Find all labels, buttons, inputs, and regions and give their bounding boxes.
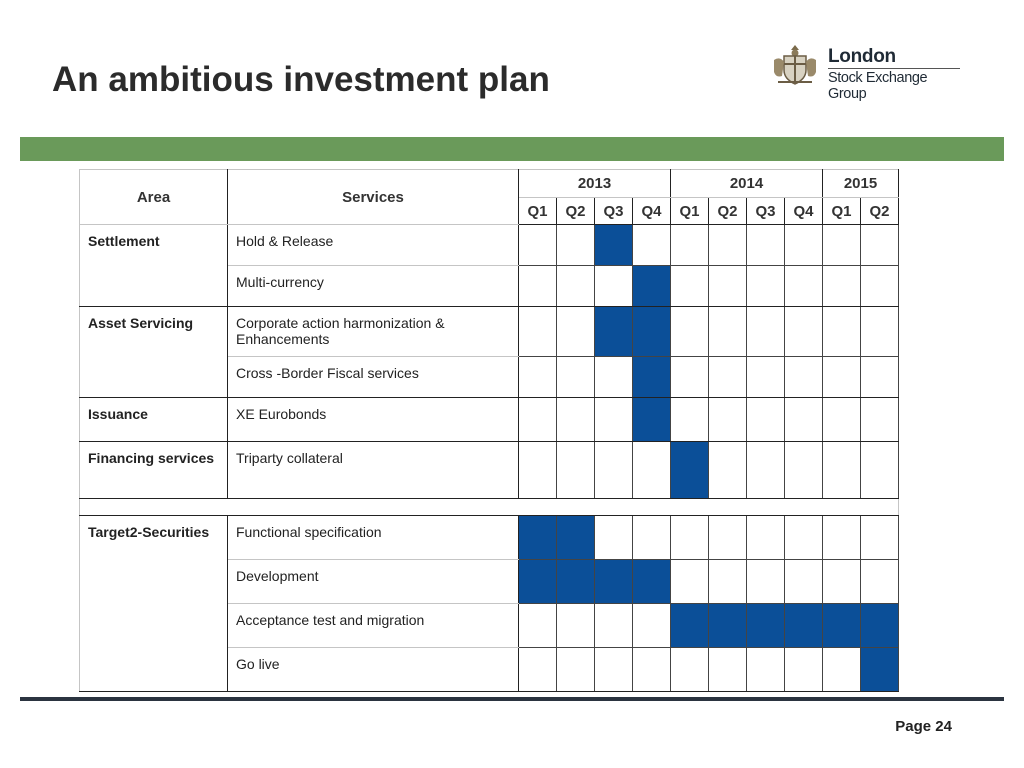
logo-text-primary: London xyxy=(828,46,896,67)
schedule-cell xyxy=(671,266,709,307)
area-label: Financing services xyxy=(80,442,228,499)
schedule-cell-active xyxy=(519,516,557,560)
schedule-cell xyxy=(633,225,671,266)
quarter-header: Q1 xyxy=(519,198,557,225)
schedule-cell xyxy=(861,357,899,398)
schedule-cell xyxy=(785,225,823,266)
quarter-header: Q2 xyxy=(557,198,595,225)
schedule-cell-active xyxy=(861,648,899,692)
schedule-cell xyxy=(861,266,899,307)
schedule-cell xyxy=(595,648,633,692)
year-header: 2015 xyxy=(823,170,899,198)
schedule-cell xyxy=(861,442,899,499)
lseg-logo xyxy=(770,42,965,102)
schedule-cell xyxy=(519,307,557,357)
schedule-cell xyxy=(747,398,785,442)
schedule-cell-active xyxy=(633,266,671,307)
schedule-cell xyxy=(709,357,747,398)
service-label: Triparty collateral xyxy=(228,442,519,499)
schedule-cell-active xyxy=(823,604,861,648)
schedule-cell xyxy=(595,266,633,307)
schedule-cell xyxy=(747,357,785,398)
schedule-cell-active xyxy=(671,604,709,648)
service-label: Development xyxy=(228,560,519,604)
schedule-cell xyxy=(747,307,785,357)
schedule-cell xyxy=(747,225,785,266)
service-label: Hold & Release xyxy=(228,225,519,266)
schedule-cell xyxy=(519,442,557,499)
schedule-cell xyxy=(519,357,557,398)
schedule-cell xyxy=(519,266,557,307)
schedule-cell xyxy=(671,307,709,357)
schedule-cell xyxy=(823,307,861,357)
schedule-cell-active xyxy=(785,604,823,648)
quarter-header: Q4 xyxy=(633,198,671,225)
schedule-cell xyxy=(823,516,861,560)
services-header: Services xyxy=(228,170,519,225)
schedule-cell xyxy=(823,560,861,604)
schedule-cell xyxy=(785,357,823,398)
schedule-cell-active xyxy=(595,225,633,266)
service-label: XE Eurobonds xyxy=(228,398,519,442)
schedule-cell xyxy=(633,516,671,560)
schedule-cell xyxy=(785,648,823,692)
schedule-cell xyxy=(519,225,557,266)
schedule-cell xyxy=(785,560,823,604)
quarter-header: Q1 xyxy=(671,198,709,225)
investment-plan-table xyxy=(79,169,899,692)
schedule-cell xyxy=(633,648,671,692)
area-label: Asset Servicing xyxy=(80,307,228,398)
quarter-header: Q4 xyxy=(785,198,823,225)
schedule-cell xyxy=(747,648,785,692)
schedule-cell xyxy=(595,516,633,560)
area-header: Area xyxy=(80,170,228,225)
schedule-cell-active xyxy=(709,604,747,648)
schedule-cell xyxy=(671,357,709,398)
schedule-cell-active xyxy=(633,398,671,442)
schedule-cell xyxy=(595,357,633,398)
plan-row xyxy=(80,442,899,499)
schedule-cell xyxy=(595,442,633,499)
schedule-cell xyxy=(861,560,899,604)
schedule-cell xyxy=(823,648,861,692)
service-label: Go live xyxy=(228,648,519,692)
schedule-cell xyxy=(747,266,785,307)
schedule-cell xyxy=(633,442,671,499)
schedule-cell-active xyxy=(519,560,557,604)
schedule-cell xyxy=(747,560,785,604)
schedule-cell xyxy=(785,516,823,560)
schedule-cell xyxy=(519,398,557,442)
service-label: Multi-currency xyxy=(228,266,519,307)
schedule-cell-active xyxy=(557,560,595,604)
logo-text-secondary: Stock Exchange Group xyxy=(828,70,928,102)
quarter-header: Q1 xyxy=(823,198,861,225)
service-label: Cross -Border Fiscal services xyxy=(228,357,519,398)
crest-icon xyxy=(770,42,820,88)
schedule-cell xyxy=(823,225,861,266)
schedule-cell xyxy=(671,225,709,266)
plan-row xyxy=(80,516,899,560)
quarter-header: Q3 xyxy=(747,198,785,225)
schedule-cell xyxy=(709,266,747,307)
schedule-cell-active xyxy=(595,560,633,604)
plan-row xyxy=(80,307,899,357)
schedule-cell xyxy=(595,604,633,648)
plan-row xyxy=(80,398,899,442)
quarter-header: Q2 xyxy=(861,198,899,225)
schedule-cell xyxy=(709,225,747,266)
schedule-cell xyxy=(557,225,595,266)
year-header: 2014 xyxy=(671,170,823,198)
footer-rule xyxy=(20,697,1004,701)
schedule-cell xyxy=(709,307,747,357)
schedule-cell xyxy=(557,604,595,648)
service-label: Corporate action harmonization & Enhancements xyxy=(228,307,519,357)
schedule-cell xyxy=(709,560,747,604)
schedule-cell xyxy=(785,398,823,442)
schedule-cell xyxy=(709,398,747,442)
schedule-cell xyxy=(709,648,747,692)
schedule-cell xyxy=(519,604,557,648)
schedule-cell-active xyxy=(861,604,899,648)
schedule-cell xyxy=(633,604,671,648)
service-label: Functional specification xyxy=(228,516,519,560)
schedule-cell xyxy=(785,307,823,357)
schedule-cell xyxy=(785,266,823,307)
schedule-cell xyxy=(671,560,709,604)
area-label: Target2-Securities xyxy=(80,516,228,692)
schedule-cell-active xyxy=(671,442,709,499)
schedule-cell xyxy=(709,516,747,560)
schedule-cell-active xyxy=(633,560,671,604)
schedule-cell xyxy=(595,398,633,442)
schedule-cell xyxy=(557,307,595,357)
schedule-cell xyxy=(557,266,595,307)
schedule-cell xyxy=(671,398,709,442)
schedule-cell-active xyxy=(747,604,785,648)
group-spacer xyxy=(80,499,899,516)
schedule-cell xyxy=(671,648,709,692)
area-label: Settlement xyxy=(80,225,228,307)
schedule-cell xyxy=(747,516,785,560)
page-number: Page 24 xyxy=(895,718,952,735)
area-label: Issuance xyxy=(80,398,228,442)
schedule-cell xyxy=(823,357,861,398)
schedule-cell xyxy=(557,398,595,442)
schedule-cell xyxy=(557,357,595,398)
schedule-cell xyxy=(557,648,595,692)
schedule-cell xyxy=(519,648,557,692)
year-header: 2013 xyxy=(519,170,671,198)
schedule-cell xyxy=(861,516,899,560)
schedule-cell xyxy=(861,307,899,357)
schedule-cell xyxy=(671,516,709,560)
page-title: An ambitious investment plan xyxy=(52,60,550,99)
schedule-cell-active xyxy=(595,307,633,357)
schedule-cell xyxy=(861,225,899,266)
plan-row xyxy=(80,225,899,266)
schedule-cell xyxy=(709,442,747,499)
schedule-cell xyxy=(785,442,823,499)
schedule-cell-active xyxy=(557,516,595,560)
logo-divider xyxy=(828,68,960,69)
schedule-cell-active xyxy=(633,307,671,357)
service-label: Acceptance test and migration xyxy=(228,604,519,648)
accent-band xyxy=(20,137,1004,161)
schedule-cell xyxy=(823,266,861,307)
schedule-cell xyxy=(823,398,861,442)
schedule-cell xyxy=(823,442,861,499)
schedule-cell xyxy=(557,442,595,499)
schedule-cell-active xyxy=(633,357,671,398)
quarter-header: Q3 xyxy=(595,198,633,225)
schedule-cell xyxy=(747,442,785,499)
schedule-cell xyxy=(861,398,899,442)
quarter-header: Q2 xyxy=(709,198,747,225)
